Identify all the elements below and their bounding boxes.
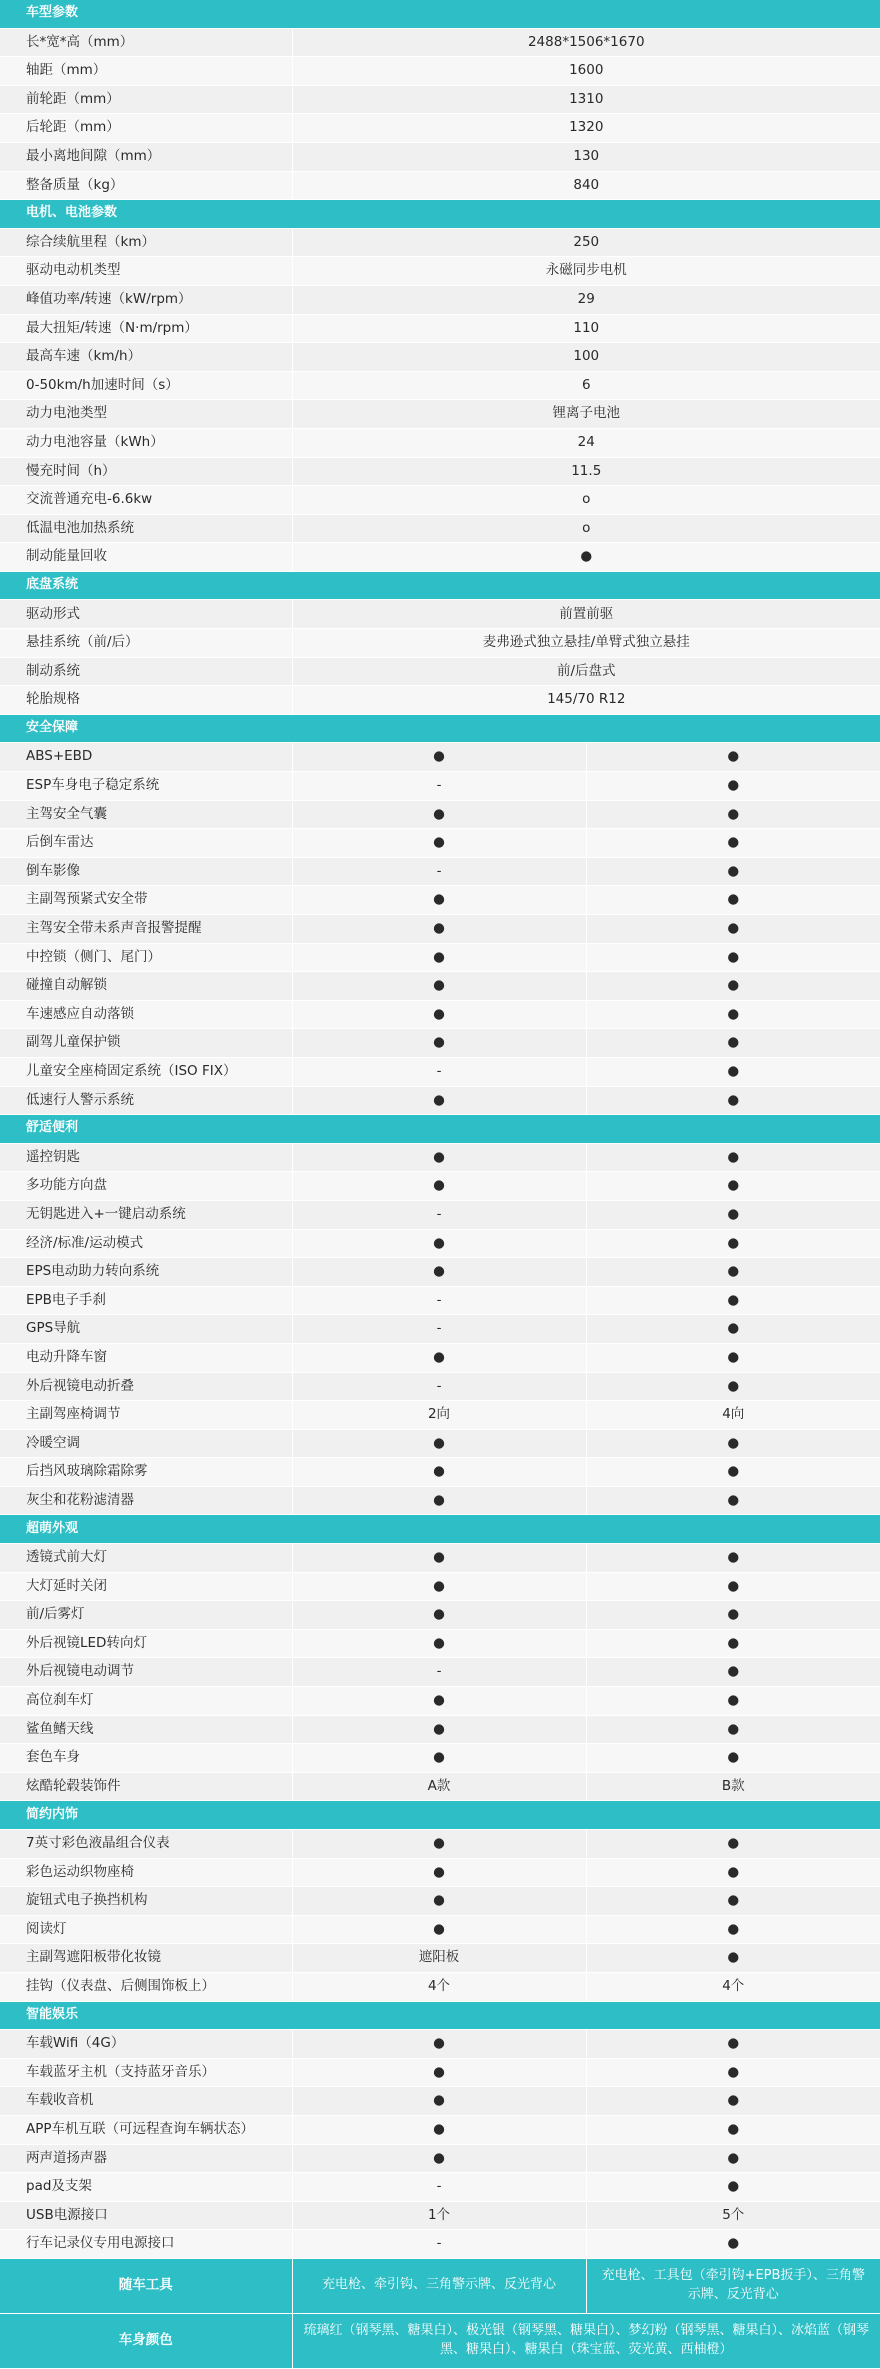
- spec-label: 挂钩（仪表盘、后侧围饰板上）: [0, 1972, 292, 2001]
- spec-label: 轮胎规格: [0, 686, 292, 715]
- spec-row: [0, 1315, 880, 1344]
- spec-value-standard: ●: [292, 2058, 586, 2087]
- section-header: [0, 1115, 880, 1144]
- spec-row: [0, 1401, 880, 1430]
- spec-label: 轴距（mm）: [0, 57, 292, 86]
- spec-row: [0, 1687, 880, 1716]
- section-title: 电机、电池参数: [0, 200, 880, 229]
- spec-label: 高位刹车灯: [0, 1687, 292, 1716]
- spec-label: 儿童安全座椅固定系统（ISO FIX）: [0, 1057, 292, 1086]
- spec-label: 悬挂系统（前/后）: [0, 629, 292, 658]
- spec-value-premium: ●: [586, 2058, 880, 2087]
- spec-row: [0, 772, 880, 801]
- spec-value-standard: -: [292, 2230, 586, 2259]
- spec-value-premium: ●: [586, 2230, 880, 2259]
- spec-value-premium: ●: [586, 1858, 880, 1887]
- spec-value-premium: ●: [586, 886, 880, 915]
- spec-label: 旋钮式电子换挡机构: [0, 1887, 292, 1916]
- spec-value-standard: ●: [292, 1429, 586, 1458]
- spec-row: [0, 314, 880, 343]
- spec-label: ESP车身电子稳定系统: [0, 772, 292, 801]
- spec-value-premium: ●: [586, 1258, 880, 1287]
- spec-value: 1600: [292, 57, 880, 86]
- spec-value-premium: ●: [586, 1915, 880, 1944]
- section-title: 简约内饰: [0, 1801, 880, 1830]
- spec-label: 车载收音机: [0, 2087, 292, 2116]
- spec-label: EPB电子手刹: [0, 1286, 292, 1315]
- spec-row: [0, 1658, 880, 1687]
- spec-label: 碰撞自动解锁: [0, 972, 292, 1001]
- spec-value-standard: ●: [292, 1915, 586, 1944]
- spec-value-standard: ●: [292, 2144, 586, 2173]
- spec-row: [0, 2115, 880, 2144]
- spec-value: 11.5: [292, 457, 880, 486]
- spec-value-standard: 4个: [292, 1972, 586, 2001]
- spec-label: 套色车身: [0, 1744, 292, 1773]
- spec-label: ABS+EBD: [0, 743, 292, 772]
- spec-value-standard: ●: [292, 886, 586, 915]
- spec-value-premium: ●: [586, 2115, 880, 2144]
- spec-row: [0, 1830, 880, 1859]
- spec-label: 主副驾预紧式安全带: [0, 886, 292, 915]
- footer-label: 车身颜色: [0, 2313, 292, 2368]
- spec-label: pad及支架: [0, 2173, 292, 2202]
- spec-label: 外后视镜LED转向灯: [0, 1629, 292, 1658]
- spec-value-premium: ●: [586, 2144, 880, 2173]
- spec-label: 动力电池类型: [0, 400, 292, 429]
- spec-label: 交流普通充电-6.6kw: [0, 486, 292, 515]
- spec-value-premium: 5个: [586, 2201, 880, 2230]
- spec-value-premium: ●: [586, 1458, 880, 1487]
- spec-value-premium: ●: [586, 1286, 880, 1315]
- spec-label: 长*宽*高（mm）: [0, 28, 292, 57]
- spec-value-standard: ●: [292, 1572, 586, 1601]
- spec-row: [0, 600, 880, 629]
- spec-value-premium: ●: [586, 1086, 880, 1115]
- spec-label: 遥控钥匙: [0, 1143, 292, 1172]
- spec-value-premium: ●: [586, 1744, 880, 1773]
- spec-row: [0, 1057, 880, 1086]
- spec-value-standard: ●: [292, 1029, 586, 1058]
- spec-label: 多功能方向盘: [0, 1172, 292, 1201]
- spec-value-standard: -: [292, 1658, 586, 1687]
- spec-value-premium: ●: [586, 1372, 880, 1401]
- spec-label: 主副驾座椅调节: [0, 1401, 292, 1430]
- spec-label: 低温电池加热系统: [0, 514, 292, 543]
- spec-row: [0, 1429, 880, 1458]
- footer-value: 充电枪、牵引钩、三角警示牌、反光背心: [292, 2258, 586, 2313]
- spec-row: [0, 1572, 880, 1601]
- spec-label: 主驾安全带未系声音报警提醒: [0, 915, 292, 944]
- spec-value-standard: -: [292, 1200, 586, 1229]
- spec-value: 145/70 R12: [292, 686, 880, 715]
- section-title: 车型参数: [0, 0, 880, 28]
- spec-label: APP车机互联（可远程查询车辆状态）: [0, 2115, 292, 2144]
- spec-label: 动力电池容量（kWh）: [0, 428, 292, 457]
- section-header: [0, 0, 880, 28]
- spec-value-standard: ●: [292, 1086, 586, 1115]
- spec-value-premium: ●: [586, 972, 880, 1001]
- spec-row: [0, 886, 880, 915]
- spec-value-standard: -: [292, 1315, 586, 1344]
- spec-label: 7英寸彩色液晶组合仪表: [0, 1830, 292, 1859]
- section-header: [0, 200, 880, 229]
- spec-value-premium: ●: [586, 857, 880, 886]
- spec-value-standard: ●: [292, 1887, 586, 1916]
- spec-value-standard: ●: [292, 1172, 586, 1201]
- spec-row: [0, 1343, 880, 1372]
- spec-value: 永磁同步电机: [292, 257, 880, 286]
- spec-value-standard: -: [292, 2173, 586, 2202]
- spec-label: 前/后雾灯: [0, 1601, 292, 1630]
- spec-row: [0, 1744, 880, 1773]
- spec-value-premium: ●: [586, 1486, 880, 1515]
- spec-value-standard: ●: [292, 1629, 586, 1658]
- spec-label: GPS导航: [0, 1315, 292, 1344]
- footer-row: [0, 2258, 880, 2313]
- spec-row: [0, 2144, 880, 2173]
- spec-value-premium: ●: [586, 829, 880, 858]
- spec-value-premium: ●: [586, 2087, 880, 2116]
- spec-value-premium: ●: [586, 800, 880, 829]
- spec-label: 最大扭矩/转速（N·m/rpm）: [0, 314, 292, 343]
- spec-label: 副驾儿童保护锁: [0, 1029, 292, 1058]
- spec-label: 慢充时间（h）: [0, 457, 292, 486]
- spec-row: [0, 2173, 880, 2202]
- spec-value: o: [292, 514, 880, 543]
- spec-value-premium: B款: [586, 1772, 880, 1801]
- spec-value: 840: [292, 171, 880, 200]
- spec-value: 麦弗逊式独立悬挂/单臂式独立悬挂: [292, 629, 880, 658]
- spec-value-standard: ●: [292, 1486, 586, 1515]
- spec-label: 制动能量回收: [0, 543, 292, 572]
- spec-value-standard: ●: [292, 829, 586, 858]
- spec-value-premium: ●: [586, 1315, 880, 1344]
- spec-row: [0, 1029, 880, 1058]
- spec-row: [0, 257, 880, 286]
- spec-label: 经济/标准/运动模式: [0, 1229, 292, 1258]
- spec-value-premium: ●: [586, 1715, 880, 1744]
- spec-row: [0, 1286, 880, 1315]
- spec-row: [0, 514, 880, 543]
- spec-row: [0, 228, 880, 257]
- spec-row: [0, 686, 880, 715]
- spec-row: [0, 1772, 880, 1801]
- spec-value-premium: ●: [586, 915, 880, 944]
- spec-value-standard: -: [292, 1372, 586, 1401]
- spec-value: 1320: [292, 114, 880, 143]
- spec-label: 后挡风玻璃除霜除雾: [0, 1458, 292, 1487]
- spec-row: [0, 1143, 880, 1172]
- spec-label: 最小离地间隙（mm）: [0, 142, 292, 171]
- spec-value: o: [292, 486, 880, 515]
- spec-value-premium: ●: [586, 2173, 880, 2202]
- spec-value: ●: [292, 543, 880, 572]
- spec-value-premium: ●: [586, 1057, 880, 1086]
- spec-label: 彩色运动织物座椅: [0, 1858, 292, 1887]
- spec-row: [0, 2201, 880, 2230]
- spec-value-standard: ●: [292, 1858, 586, 1887]
- spec-value-premium: ●: [586, 1229, 880, 1258]
- spec-label: 电动升降车窗: [0, 1343, 292, 1372]
- spec-label: 冷暖空调: [0, 1429, 292, 1458]
- spec-row: [0, 1086, 880, 1115]
- spec-value-premium: ●: [586, 1000, 880, 1029]
- spec-row: [0, 829, 880, 858]
- spec-value: 前/后盘式: [292, 657, 880, 686]
- spec-value-standard: ●: [292, 972, 586, 1001]
- spec-value-standard: ●: [292, 743, 586, 772]
- spec-label: 后轮距（mm）: [0, 114, 292, 143]
- spec-value: 6: [292, 371, 880, 400]
- spec-value-standard: ●: [292, 1715, 586, 1744]
- spec-value-standard: 1个: [292, 2201, 586, 2230]
- spec-value: 29: [292, 285, 880, 314]
- footer-value: 充电枪、工具包（牵引钩+EPB扳手）、三角警示牌、反光背心: [586, 2258, 880, 2313]
- spec-value: 250: [292, 228, 880, 257]
- spec-row: [0, 371, 880, 400]
- spec-label: 外后视镜电动调节: [0, 1658, 292, 1687]
- spec-value-standard: ●: [292, 1000, 586, 1029]
- spec-value-standard: A款: [292, 1772, 586, 1801]
- spec-label: 前轮距（mm）: [0, 85, 292, 114]
- spec-row: [0, 457, 880, 486]
- spec-label: EPS电动助力转向系统: [0, 1258, 292, 1287]
- spec-row: [0, 142, 880, 171]
- spec-value-standard: ●: [292, 1687, 586, 1716]
- spec-label: 主驾安全气囊: [0, 800, 292, 829]
- spec-value-premium: ●: [586, 943, 880, 972]
- spec-row: [0, 57, 880, 86]
- spec-label: 驱动电动机类型: [0, 257, 292, 286]
- spec-value-standard: ●: [292, 1744, 586, 1773]
- spec-label: 鲨鱼鳍天线: [0, 1715, 292, 1744]
- spec-row: [0, 629, 880, 658]
- spec-label: USB电源接口: [0, 2201, 292, 2230]
- spec-row: [0, 2030, 880, 2059]
- spec-value-standard: ●: [292, 1143, 586, 1172]
- spec-row: [0, 1601, 880, 1630]
- spec-value: 2488*1506*1670: [292, 28, 880, 57]
- spec-label: 车载Wifi（4G）: [0, 2030, 292, 2059]
- spec-value-premium: ●: [586, 1029, 880, 1058]
- spec-value-standard: -: [292, 1286, 586, 1315]
- spec-value-premium: ●: [586, 1572, 880, 1601]
- spec-value-premium: ●: [586, 1172, 880, 1201]
- spec-value-standard: -: [292, 772, 586, 801]
- spec-label: 外后视镜电动折叠: [0, 1372, 292, 1401]
- spec-value-premium: ●: [586, 1544, 880, 1573]
- spec-row: [0, 1258, 880, 1287]
- spec-value-premium: 4向: [586, 1401, 880, 1430]
- spec-row: [0, 85, 880, 114]
- spec-row: [0, 1372, 880, 1401]
- spec-value-premium: ●: [586, 2030, 880, 2059]
- spec-row: [0, 2230, 880, 2259]
- spec-label: 透镜式前大灯: [0, 1544, 292, 1573]
- footer-row: [0, 2313, 880, 2368]
- section-title: 底盘系统: [0, 571, 880, 600]
- spec-value-premium: ●: [586, 1629, 880, 1658]
- spec-value-premium: ●: [586, 743, 880, 772]
- spec-row: [0, 943, 880, 972]
- spec-value-premium: ●: [586, 772, 880, 801]
- spec-label: 低速行人警示系统: [0, 1086, 292, 1115]
- spec-label: 大灯延时关闭: [0, 1572, 292, 1601]
- spec-label: 最高车速（km/h）: [0, 343, 292, 372]
- spec-label: 无钥匙进入+一键启动系统: [0, 1200, 292, 1229]
- spec-row: [0, 343, 880, 372]
- spec-label: 0-50km/h加速时间（s）: [0, 371, 292, 400]
- spec-row: [0, 285, 880, 314]
- section-title: 安全保障: [0, 714, 880, 743]
- spec-row: [0, 1000, 880, 1029]
- spec-row: [0, 1229, 880, 1258]
- spec-row: [0, 486, 880, 515]
- spec-row: [0, 114, 880, 143]
- spec-row: [0, 1972, 880, 2001]
- spec-value-standard: ●: [292, 1258, 586, 1287]
- spec-value-standard: -: [292, 1057, 586, 1086]
- spec-value-standard: ●: [292, 800, 586, 829]
- spec-value-standard: 2向: [292, 1401, 586, 1430]
- spec-value-standard: ●: [292, 2087, 586, 2116]
- spec-value-standard: ●: [292, 915, 586, 944]
- spec-value-standard: ●: [292, 2030, 586, 2059]
- spec-value-standard: ●: [292, 1458, 586, 1487]
- spec-row: [0, 1887, 880, 1916]
- section-header: [0, 571, 880, 600]
- section-header: [0, 2001, 880, 2030]
- spec-value: 24: [292, 428, 880, 457]
- spec-row: [0, 857, 880, 886]
- spec-value: 110: [292, 314, 880, 343]
- section-header: [0, 714, 880, 743]
- section-header: [0, 1801, 880, 1830]
- spec-value-premium: ●: [586, 1143, 880, 1172]
- spec-row: [0, 2087, 880, 2116]
- spec-value-standard: ●: [292, 1601, 586, 1630]
- spec-label: 行车记录仪专用电源接口: [0, 2230, 292, 2259]
- spec-value-premium: ●: [586, 1830, 880, 1859]
- spec-label: 车载蓝牙主机（支持蓝牙音乐）: [0, 2058, 292, 2087]
- spec-row: [0, 1629, 880, 1658]
- spec-value-standard: 遮阳板: [292, 1944, 586, 1973]
- spec-row: [0, 1915, 880, 1944]
- spec-label: 两声道扬声器: [0, 2144, 292, 2173]
- spec-label: 峰值功率/转速（kW/rpm）: [0, 285, 292, 314]
- spec-label: 阅读灯: [0, 1915, 292, 1944]
- spec-row: [0, 2058, 880, 2087]
- footer-label: 随车工具: [0, 2258, 292, 2313]
- spec-value-premium: ●: [586, 1944, 880, 1973]
- spec-label: 车速感应自动落锁: [0, 1000, 292, 1029]
- section-title: 舒适便利: [0, 1115, 880, 1144]
- spec-value-premium: ●: [586, 1658, 880, 1687]
- spec-row: [0, 1200, 880, 1229]
- spec-value-standard: ●: [292, 1544, 586, 1573]
- spec-value-standard: ●: [292, 2115, 586, 2144]
- spec-value-standard: ●: [292, 1229, 586, 1258]
- spec-row: [0, 1544, 880, 1573]
- spec-row: [0, 915, 880, 944]
- spec-label: 主副驾遮阳板带化妆镜: [0, 1944, 292, 1973]
- spec-label: 驱动形式: [0, 600, 292, 629]
- spec-label: 综合续航里程（km）: [0, 228, 292, 257]
- spec-value-standard: ●: [292, 943, 586, 972]
- spec-row: [0, 657, 880, 686]
- spec-row: [0, 428, 880, 457]
- spec-row: [0, 1715, 880, 1744]
- spec-value-premium: ●: [586, 1601, 880, 1630]
- spec-value-premium: ●: [586, 1429, 880, 1458]
- spec-row: [0, 800, 880, 829]
- spec-row: [0, 28, 880, 57]
- spec-value: 100: [292, 343, 880, 372]
- section-title: 超萌外观: [0, 1515, 880, 1544]
- spec-row: [0, 543, 880, 572]
- spec-label: 制动系统: [0, 657, 292, 686]
- spec-value-premium: ●: [586, 1687, 880, 1716]
- footer-value: 琉璃红（钢琴黑、糖果白）、极光银（钢琴黑、糖果白）、梦幻粉（钢琴黑、糖果白）、冰焰蓝（钢琴黑、糖果白）、糖果白（珠宝蓝、荧光黄、西柚橙）: [292, 2313, 880, 2368]
- spec-row: [0, 1486, 880, 1515]
- section-title: 智能娱乐: [0, 2001, 880, 2030]
- spec-value: 锂离子电池: [292, 400, 880, 429]
- spec-label: 灰尘和花粉滤清器: [0, 1486, 292, 1515]
- section-header: [0, 1515, 880, 1544]
- spec-row: [0, 743, 880, 772]
- spec-value-standard: ●: [292, 1343, 586, 1372]
- spec-value-premium: ●: [586, 1887, 880, 1916]
- spec-value-standard: ●: [292, 1830, 586, 1859]
- spec-label: 中控锁（侧门、尾门）: [0, 943, 292, 972]
- spec-row: [0, 1172, 880, 1201]
- spec-value-premium: ●: [586, 1343, 880, 1372]
- spec-value: 130: [292, 142, 880, 171]
- spec-value-standard: -: [292, 857, 586, 886]
- spec-value-premium: 4个: [586, 1972, 880, 2001]
- spec-label: 整备质量（kg）: [0, 171, 292, 200]
- spec-row: [0, 400, 880, 429]
- spec-row: [0, 171, 880, 200]
- spec-value: 1310: [292, 85, 880, 114]
- spec-row: [0, 1944, 880, 1973]
- spec-label: 炫酷轮毂装饰件: [0, 1772, 292, 1801]
- spec-value: 前置前驱: [292, 600, 880, 629]
- spec-label: 后倒车雷达: [0, 829, 292, 858]
- spec-label: 倒车影像: [0, 857, 292, 886]
- spec-value-premium: ●: [586, 1200, 880, 1229]
- spec-row: [0, 1458, 880, 1487]
- spec-row: [0, 972, 880, 1001]
- spec-row: [0, 1858, 880, 1887]
